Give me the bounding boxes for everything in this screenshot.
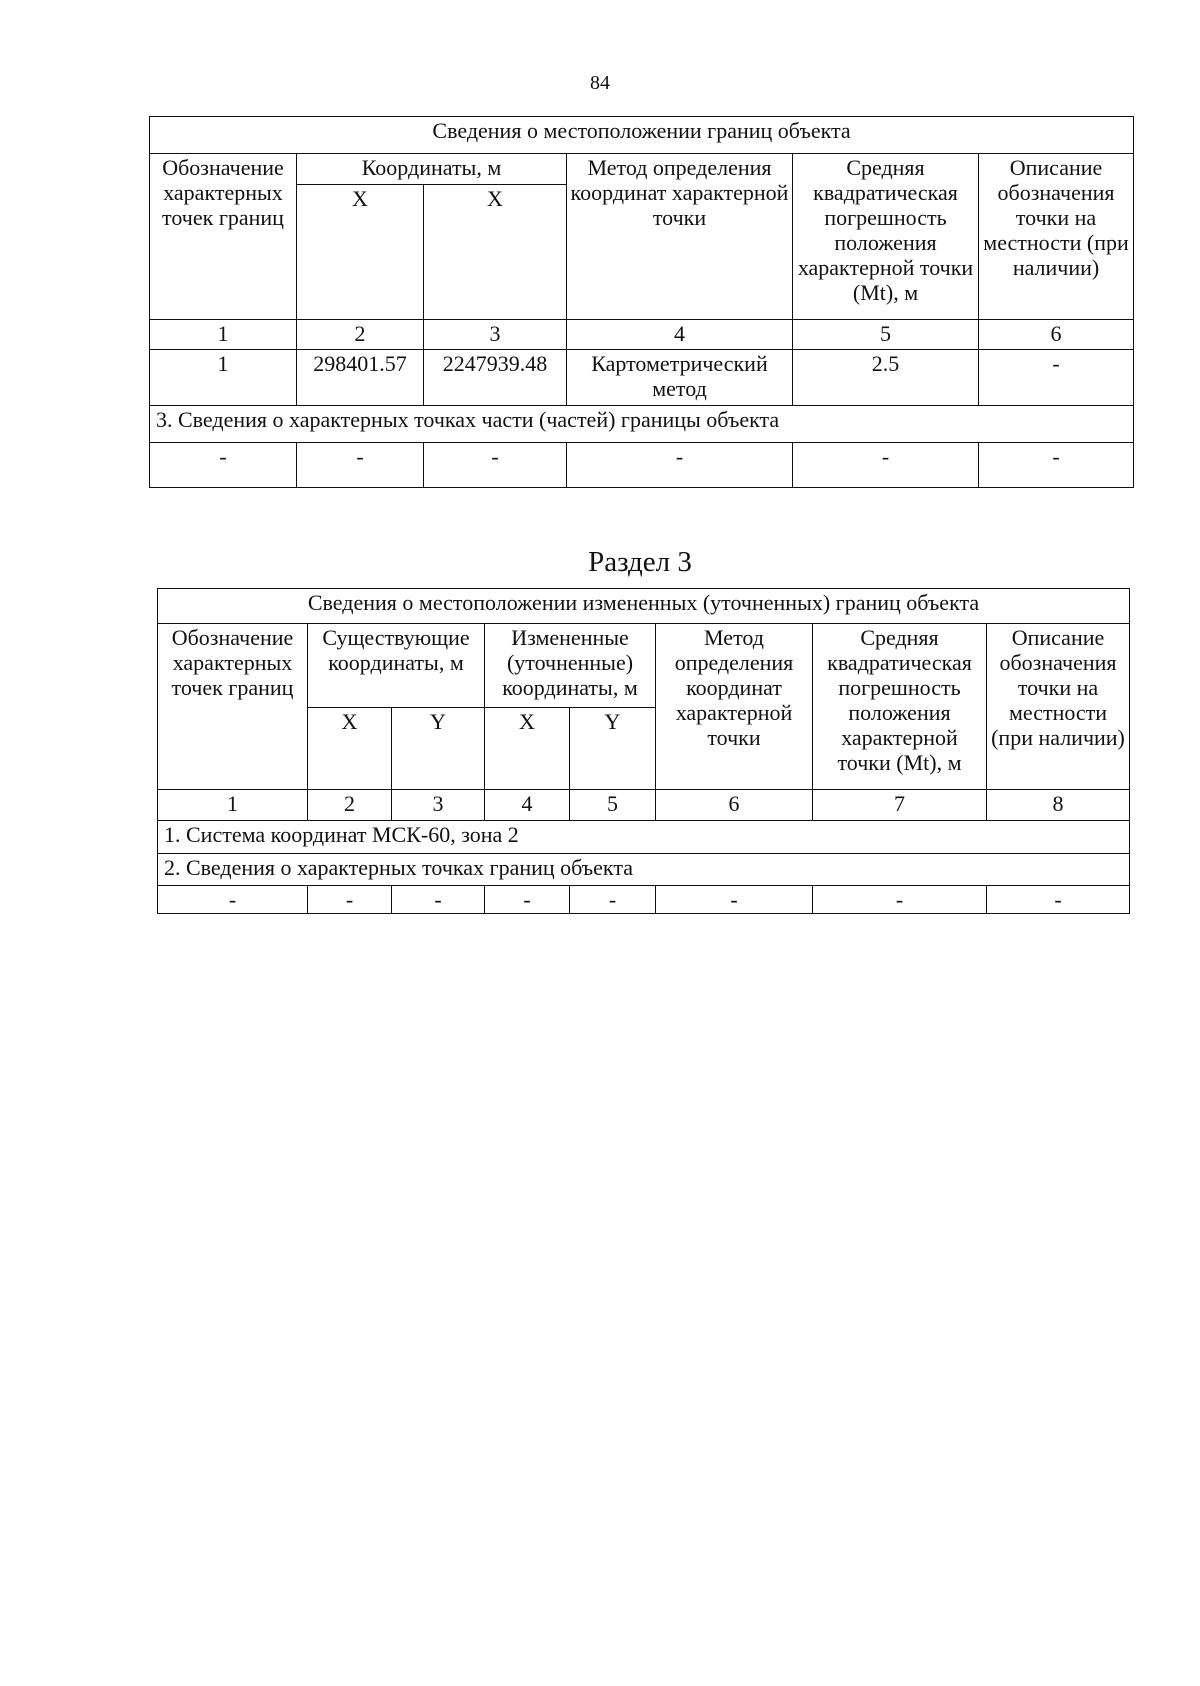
description-value: -	[979, 350, 1134, 406]
dash-cell: -	[150, 443, 297, 488]
dash-cell: -	[979, 443, 1134, 488]
header-coordinates: Координаты, м	[297, 154, 567, 185]
error-value: 2.5	[793, 350, 979, 406]
column-number: 8	[987, 790, 1130, 821]
header-x-changed: X	[485, 708, 570, 790]
header-x2: X	[424, 185, 567, 320]
dash-cell: -	[656, 886, 813, 914]
dash-cell: -	[793, 443, 979, 488]
dash-cell: -	[308, 886, 392, 914]
dash-cell: -	[987, 886, 1130, 914]
section-3-label: 3. Сведения о характерных точках части (частей) границы объекта	[150, 406, 1134, 443]
page-number: 84	[590, 72, 610, 94]
header-y-existing: Y	[392, 708, 485, 790]
column-number: 6	[979, 320, 1134, 350]
section-title: Раздел 3	[588, 546, 692, 578]
dash-cell: -	[813, 886, 987, 914]
point-designation: 1	[150, 350, 297, 406]
table-title: Сведения о местоположении границ объекта	[150, 117, 1134, 154]
column-numbers-row	[150, 320, 1134, 350]
column-number: 3	[392, 790, 485, 821]
column-number: 6	[656, 790, 813, 821]
coordinate-x1: 298401.57	[297, 350, 424, 406]
header-description: Описание обозначения точки на местности (при наличии)	[987, 624, 1130, 790]
table-row	[150, 350, 1134, 406]
table-title: Сведения о местоположении измененных (уточненных) границ объекта	[158, 589, 1130, 624]
dash-row	[158, 886, 1130, 914]
header-description: Описание обозначения точки на местности (при наличии)	[979, 154, 1134, 320]
dash-cell: -	[567, 443, 793, 488]
header-changed-coordinates: Измененные (уточненные) координаты, м	[485, 624, 656, 708]
points-section-label: 2. Сведения о характерных точках границ объекта	[158, 854, 1130, 886]
header-designation: Обозначение характерных точек границ	[158, 624, 308, 790]
column-number: 2	[297, 320, 424, 350]
dash-cell: -	[424, 443, 567, 488]
header-method: Метод определения координат характерной точки	[567, 154, 793, 320]
dash-cell: -	[392, 886, 485, 914]
column-number: 5	[793, 320, 979, 350]
boundary-location-table	[149, 116, 1134, 488]
header-method: Метод определения координат характерной точки	[656, 624, 813, 790]
changed-boundaries-table	[157, 588, 1130, 914]
header-y-changed: Y	[570, 708, 656, 790]
method-value: Картометрический метод	[567, 350, 793, 406]
dash-cell: -	[158, 886, 308, 914]
header-x1: X	[297, 185, 424, 320]
column-numbers-row	[158, 790, 1130, 821]
column-number: 4	[567, 320, 793, 350]
header-error: Средняя квадратическая погрешность положения характерной точки (Mt), м	[813, 624, 987, 790]
dash-row	[150, 443, 1134, 488]
column-number: 3	[424, 320, 567, 350]
coordinate-x2: 2247939.48	[424, 350, 567, 406]
column-number: 7	[813, 790, 987, 821]
column-number: 5	[570, 790, 656, 821]
column-number: 1	[150, 320, 297, 350]
header-x-existing: X	[308, 708, 392, 790]
column-number: 1	[158, 790, 308, 821]
dash-cell: -	[570, 886, 656, 914]
coordinate-system-label: 1. Система координат МСК-60, зона 2	[158, 821, 1130, 854]
header-existing-coordinates: Существующие координаты, м	[308, 624, 485, 708]
dash-cell: -	[485, 886, 570, 914]
column-number: 2	[308, 790, 392, 821]
dash-cell: -	[297, 443, 424, 488]
header-designation: Обозначение характерных точек границ	[150, 154, 297, 320]
column-number: 4	[485, 790, 570, 821]
header-error: Средняя квадратическая погрешность положения характерной точки (Mt), м	[793, 154, 979, 320]
